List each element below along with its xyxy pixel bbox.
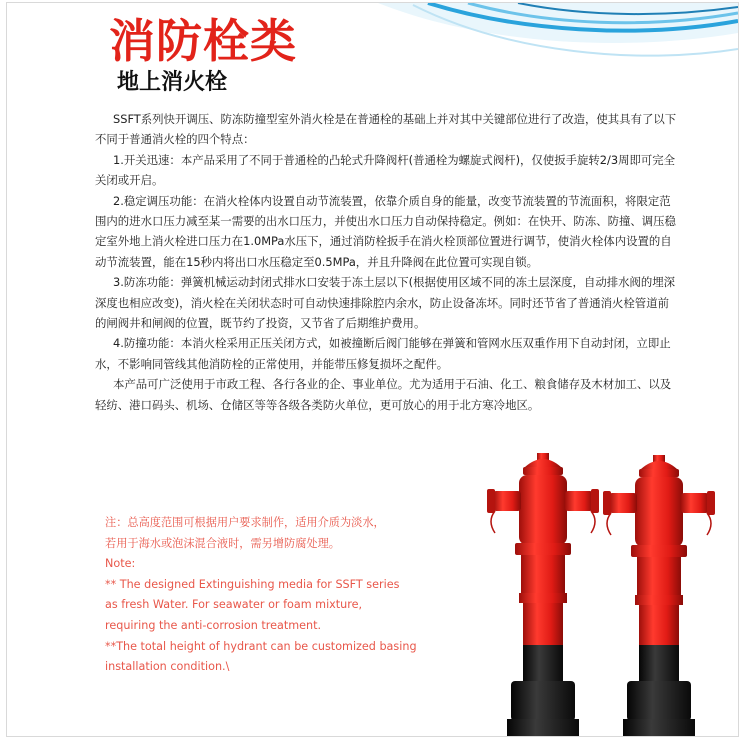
- page-subtitle: 地上消火栓: [117, 70, 228, 95]
- feature-anticollision: 4.防撞功能：本消火栓采用正压关闭方式，如被撞断后阀门能够在弹簧和管网水压双重作用下自动封闭，立即止水，不影响同管线其他消防栓的正常使用，并能带压修复损坏之配件。: [95, 336, 671, 371]
- note-en-line: as fresh Water. For seawater or foam mixture,: [105, 598, 363, 612]
- description-text: [95, 109, 677, 415]
- note-en-line: **The total height of hydrant can be customized basing: [105, 639, 417, 653]
- page-title: 消防栓类: [109, 14, 297, 68]
- hydrant-product-image: [477, 445, 727, 737]
- header-wave-decoration: [318, 3, 738, 113]
- note-en-line: requiring the anti-corrosion treatment.: [105, 618, 322, 632]
- note-label: Note:: [105, 557, 136, 571]
- feature-antifreeze: 3.防冻功能：弹簧机械运动封闭式排水口安装于冻土层以下(根据使用区域不同的冻土层深度，自动排水阀的埋深深度也相应改变)，消火栓在关闭状态时可自动快速排除腔内余水，防止设备冻坏。同时还节省了普通消火栓管道前的闸阀井和闸阀的位置，既节约了投资，又节省了后期维护费用。: [95, 275, 676, 331]
- intro-paragraph: SSFT系列快开调压、防冻防撞型室外消火栓是在普通栓的基础上并对其中关键部位进行了改造，使其具有了以下不同于普通消火栓的四个特点：: [95, 112, 677, 147]
- note-cn-line: 若用于海水或泡沫混合液时，需另增防腐处理。: [105, 536, 340, 550]
- note-block: [105, 513, 435, 678]
- application-paragraph: 本产品可广泛使用于市政工程、各行各业的企、事业单位。尤为适用于石油、化工、粮食储存及木材加工、以及轻纺、港口码头、机场、仓储区等等各级各类防火单位，更可放心的用于北方寒冷地区。: [95, 377, 672, 412]
- hydrant-left: [487, 453, 599, 737]
- feature-quick-open: 1.开关迅速：本产品采用了不同于普通栓的凸轮式升降阀杆(普通栓为螺旋式阀杆)，仅使扳手旋转2/3周即可完全关闭或开启。: [95, 152, 676, 188]
- note-en-line: ** The designed Extinguishing media for SSFT series: [105, 577, 400, 591]
- feature-pressure-regulation: 2.稳定调压功能：在消火栓体内设置自动节流装置，依靠介质自身的能量，改变节流装置的节流面积，将限定范围内的进水口压力减至某一需要的出水口压力，并使出水口压力自动保持稳定。例如：在快开、防冻、防撞、调压稳定室外地上消火栓进口压力在1.0MPa水压下，通过消防栓扳手在消火栓顶部位置进行调节，使消火栓体内设置的自动节流装置，能在15秒内将出口水压稳定至0.5MPa，并且升降阀在此位置可实现自锁。: [95, 193, 676, 269]
- catalog-page: [6, 2, 739, 737]
- hydrant-right: [603, 455, 715, 737]
- note-cn-line: 注：总高度范围可根据用户要求制作，适用介质为淡水，: [105, 516, 385, 529]
- note-en-line: installation condition.\: [105, 660, 230, 674]
